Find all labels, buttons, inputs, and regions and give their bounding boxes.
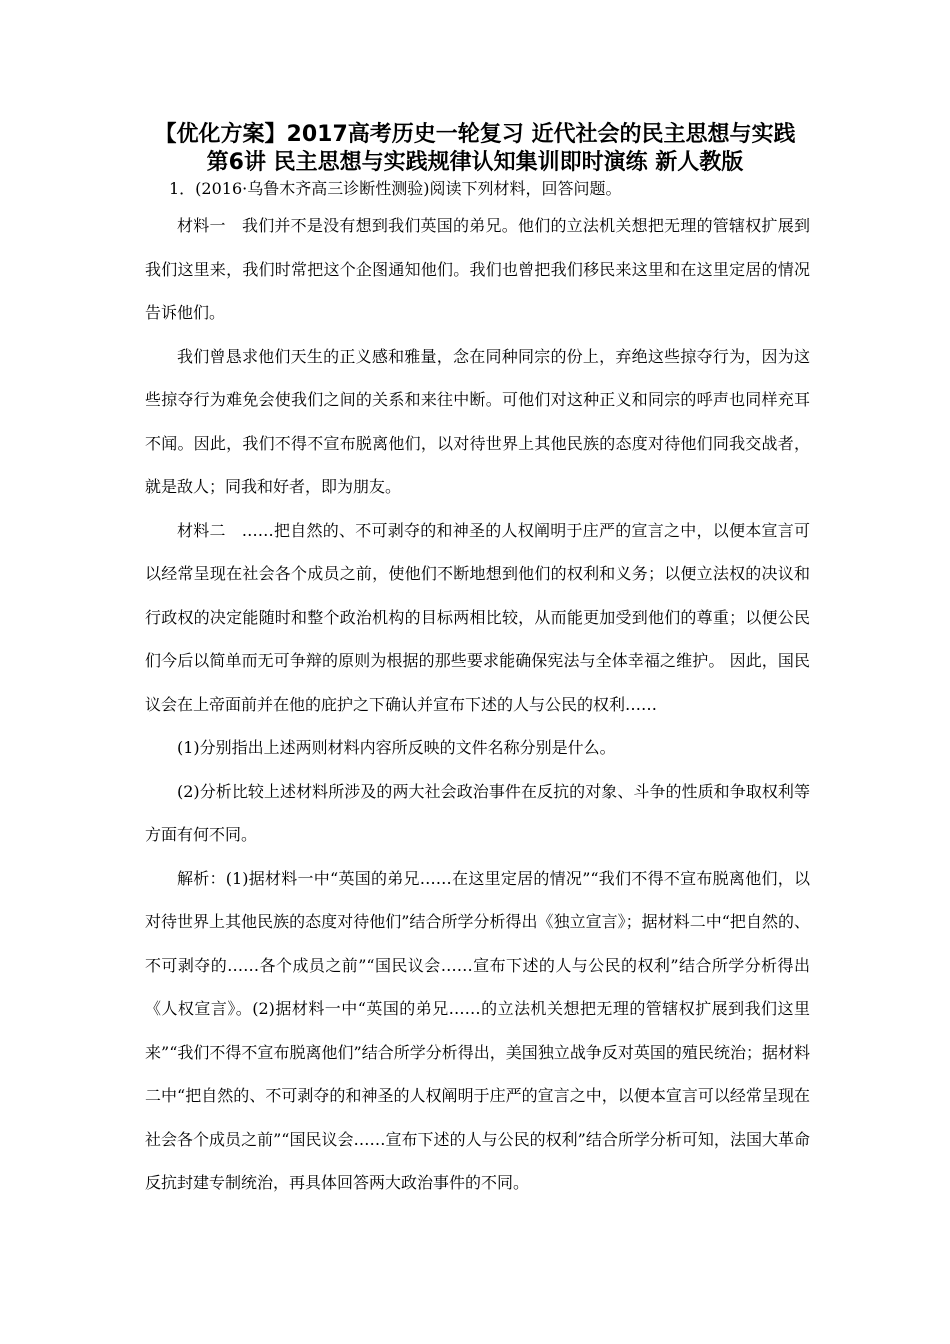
material-2-paragraph	[145, 509, 810, 727]
material-1-paragraph-1	[145, 204, 810, 335]
document-title-line-2: 第6讲 民主思想与实践规律认知集训即时演练 新人教版	[206, 150, 744, 175]
material-2-label: 材料二	[177, 520, 226, 540]
document-body	[145, 174, 810, 1205]
material-1-label: 材料一	[177, 216, 226, 235]
analysis-paragraph: 解析：(1)据材料一中“英国的弟兄……在这里定居的情况”“我们不得不宣布脱离他们，以对待世界上其他民族的态度对待他们”结合所学分析得出《独立宣言》；据材料二中“把自然的、不可剥夺的……各个成员之前”“国民议会……宣布下述的人与公民的权利”结合所学分析得出《人权宣言》。(2)据材料一中“英国的弟兄……的立法机关想把无理的管辖权扩展到我们这里来”“我们不得不宣布脱离他们”结合所学分析得出，美国独立战争反对英国的殖民统治；据材料二中“把自然的、不可剥夺的和神圣的人权阐明于庄严的宣言之中，以便本宣言可以经常呈现在社会各个成员之前”“国民议会……宣布下述的人与公民的权利”结合所学分析可知，法国大革命反抗封建专制统治，再具体回答两大政治事件的不同。	[145, 868, 810, 1192]
question-1: (1)分别指出上述两则材料内容所反映的文件名称分别是什么。	[177, 738, 616, 757]
document-title-line-1: 【优化方案】2017高考历史一轮复习 近代社会的民主思想与实践	[154, 122, 796, 147]
material-1-paragraph-2: 我们曾恳求他们天生的正义感和雅量，念在同种同宗的份上，弃绝这些掠夺行为，因为这些掠夺行为难免会使我们之间的关系和来往中断。可他们对这种正义和同宗的呼声也同样充耳不闻。因此，我们不得不宣布脱离他们，以对待世界上其他民族的态度对待他们同我交战者，就是敌人；同我和好者，即为朋友。	[145, 346, 810, 496]
question-intro: 1．(2016·乌鲁木齐高三诊断性测验)阅读下列材料，回答问题。	[169, 179, 622, 198]
question-2: (2)分析比较上述材料所涉及的两大社会政治事件在反抗的对象、斗争的性质和争取权利等方面有何不同。	[145, 781, 810, 844]
material-1-text-1: 我们并不是没有想到我们英国的弟兄。他们的立法机关想把无理的管辖权扩展到我们这里来，我们时常把这个企图通知他们。我们也曾把我们移民来这里和在这里定居的情况告诉他们。	[145, 216, 810, 322]
material-2-text: ……把自然的、不可剥夺的和神圣的人权阐明于庄严的宣言之中，以便本宣言可以经常呈现在社会各个成员之前，使他们不断地想到他们的权利和义务；以便立法权的决议和行政权的决定能随时和整个政治机构的目标两相比较，从而能更加受到他们的尊重；以便公民们今后以简单而无可争辩的原则为根据的那些要求能确保宪法与全体幸福之维护。 因此，国民议会在上帝面前并在他的庇护之下确认并宣布下述的人与公民的权利……	[145, 520, 810, 714]
